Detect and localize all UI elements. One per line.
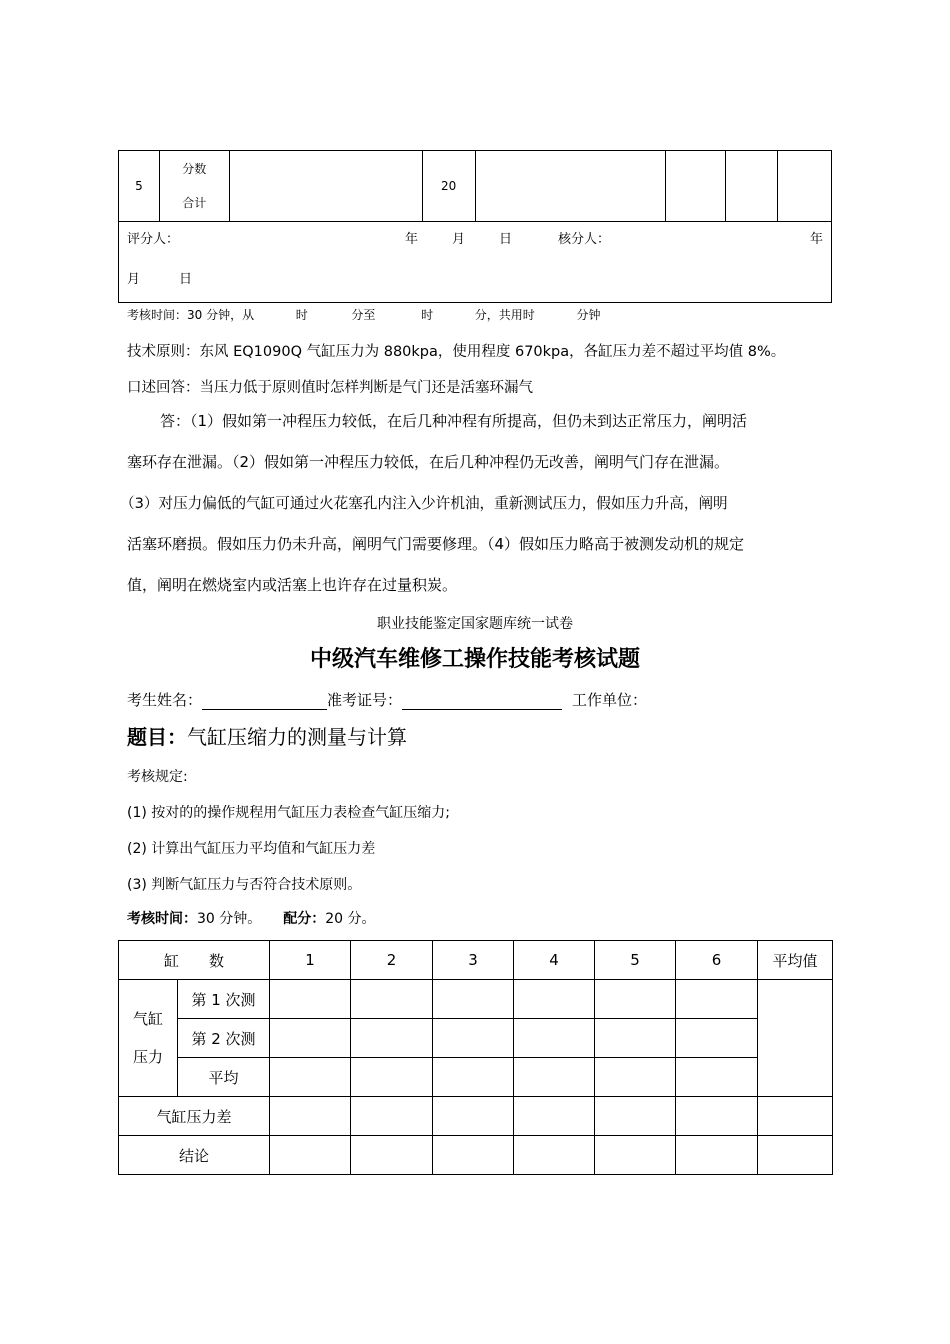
row-number: 5: [119, 151, 160, 222]
input-cell: [351, 1136, 433, 1175]
input-cell: [433, 980, 514, 1019]
input-cell: [351, 1058, 433, 1097]
input-cell: [595, 1097, 676, 1136]
row-label: 气缸压力差: [119, 1097, 270, 1136]
input-cell: [270, 1019, 351, 1058]
input-cell: [595, 1019, 676, 1058]
header-cell: 1: [270, 941, 351, 980]
blank-cell: [229, 151, 422, 222]
input-cell: [351, 980, 433, 1019]
candidate-info: [127, 689, 647, 710]
input-cell: [351, 1019, 433, 1058]
rule-item: (1) 按对的的操作规程用气缸压力表检查气缸压缩力;: [127, 805, 450, 821]
table-row: [119, 941, 833, 980]
signoff-box: [118, 221, 832, 303]
page-title: 中级汽车维修工操作技能考核试题: [309, 647, 640, 672]
table-row: [119, 1019, 833, 1058]
input-cell: [433, 1097, 514, 1136]
header-cell: 3: [433, 941, 514, 980]
input-cell: [351, 1097, 433, 1136]
input-cell: [514, 980, 595, 1019]
score-summary-table: [118, 150, 832, 222]
input-cell: [270, 1097, 351, 1136]
answer-line: 塞环存在泄漏。（2）假如第一冲程压力较低，在后几种冲程仍无改善，阐明气门存在泄漏。: [127, 453, 730, 471]
answer-line: 活塞环磨损。假如压力仍未升高，阐明气门需要修理。（4）假如压力略高于被测发动机的规定: [127, 535, 745, 553]
blank-cell: [726, 151, 778, 222]
input-cell: [270, 1136, 351, 1175]
table-row: [119, 1136, 833, 1175]
tech-principle: 技术原则：东风 EQ1090Q 气缸压力为 880kpa，使用程度 670kpa，各缸压力差不超过平均值 8%。: [127, 344, 786, 360]
month-label: 月: [452, 232, 466, 247]
input-cell: [595, 1058, 676, 1097]
row-label: 平均: [178, 1058, 270, 1097]
unit-label: 工作单位：: [572, 691, 648, 709]
header-cell: 6: [676, 941, 758, 980]
input-cell: [433, 1019, 514, 1058]
score-value: 20: [422, 151, 475, 222]
id-field: [402, 693, 562, 710]
scorer-label: 评分人：: [127, 232, 180, 247]
row-label: 第 1 次测: [178, 980, 270, 1019]
group-label: 气缸 压力: [119, 980, 178, 1097]
month-label: 月: [127, 272, 141, 287]
input-cell: [676, 1097, 758, 1136]
input-cell: [676, 1019, 758, 1058]
blank-cell: [778, 151, 832, 222]
input-cell: [676, 1058, 758, 1097]
input-cell: [433, 1136, 514, 1175]
input-cell: [433, 1058, 514, 1097]
blank-cell: [665, 151, 726, 222]
row-label: 结论: [119, 1136, 270, 1175]
rule-item: (2) 计算出气缸压力平均值和气缸压力差: [127, 841, 376, 857]
table-row: [119, 1097, 833, 1136]
answer-line: （3）对压力偏低的气缸可通过火花塞孔内注入少许机油，重新测试压力，假如压力升高，阐明: [120, 495, 728, 512]
blank-cell: [475, 151, 665, 222]
header-cell: 缸 数: [119, 941, 270, 980]
time-score-line: 考核时间：30 分钟。 配分：20 分。: [127, 911, 376, 927]
header-cell: 5: [595, 941, 676, 980]
exam-header: 职业技能鉴定国家题库统一试卷: [377, 616, 573, 632]
table-row: [119, 1058, 833, 1097]
day-label: 日: [499, 232, 513, 247]
table-row: [119, 151, 832, 222]
name-label: 考生姓名：: [127, 691, 203, 709]
answer-line: 答：（1）假如第一冲程压力较低，在后几种冲程有所提高，但仍未到达正常压力，阐明活: [160, 412, 748, 430]
input-cell: [595, 1136, 676, 1175]
topic-label: 题目：: [127, 725, 187, 749]
average-cell: [758, 980, 833, 1097]
rule-item: (3) 判断气缸压力与否符合技术原则。: [127, 877, 362, 893]
checker-label: 核分人：: [558, 232, 611, 247]
oral-question: 口述回答：当压力低于原则值时怎样判断是气门还是活塞环漏气: [127, 380, 533, 396]
input-cell: [514, 1097, 595, 1136]
header-cell: 2: [351, 941, 433, 980]
input-cell: [270, 1058, 351, 1097]
answer-line: 值，阐明在燃烧室内或活塞上也许存在过量积炭。: [127, 576, 458, 594]
input-cell: [270, 980, 351, 1019]
name-field: [202, 693, 327, 710]
input-cell: [758, 1097, 833, 1136]
table-row: [119, 980, 833, 1019]
day-label: 日: [179, 272, 193, 287]
year-label: 年: [810, 232, 824, 247]
exam-time-line: 考核时间：30 分钟，从 时 分至 时 分，共用时 分钟: [127, 308, 601, 322]
id-label: 准考证号：: [327, 691, 403, 709]
row-label: 第 2 次测: [178, 1019, 270, 1058]
input-cell: [676, 980, 758, 1019]
cylinder-pressure-table: [118, 940, 833, 1175]
header-cell: 平均值: [758, 941, 833, 980]
input-cell: [595, 980, 676, 1019]
item-label: 分数 合计: [159, 151, 229, 222]
input-cell: [514, 1019, 595, 1058]
year-label: 年: [405, 232, 419, 247]
topic-text: 气缸压缩力的测量与计算: [187, 725, 407, 749]
input-cell: [514, 1058, 595, 1097]
header-cell: 4: [514, 941, 595, 980]
input-cell: [514, 1136, 595, 1175]
input-cell: [758, 1136, 833, 1175]
answer-block: [120, 401, 827, 606]
rules-title: 考核规定:: [127, 769, 188, 785]
topic-line: [127, 721, 407, 750]
input-cell: [676, 1136, 758, 1175]
